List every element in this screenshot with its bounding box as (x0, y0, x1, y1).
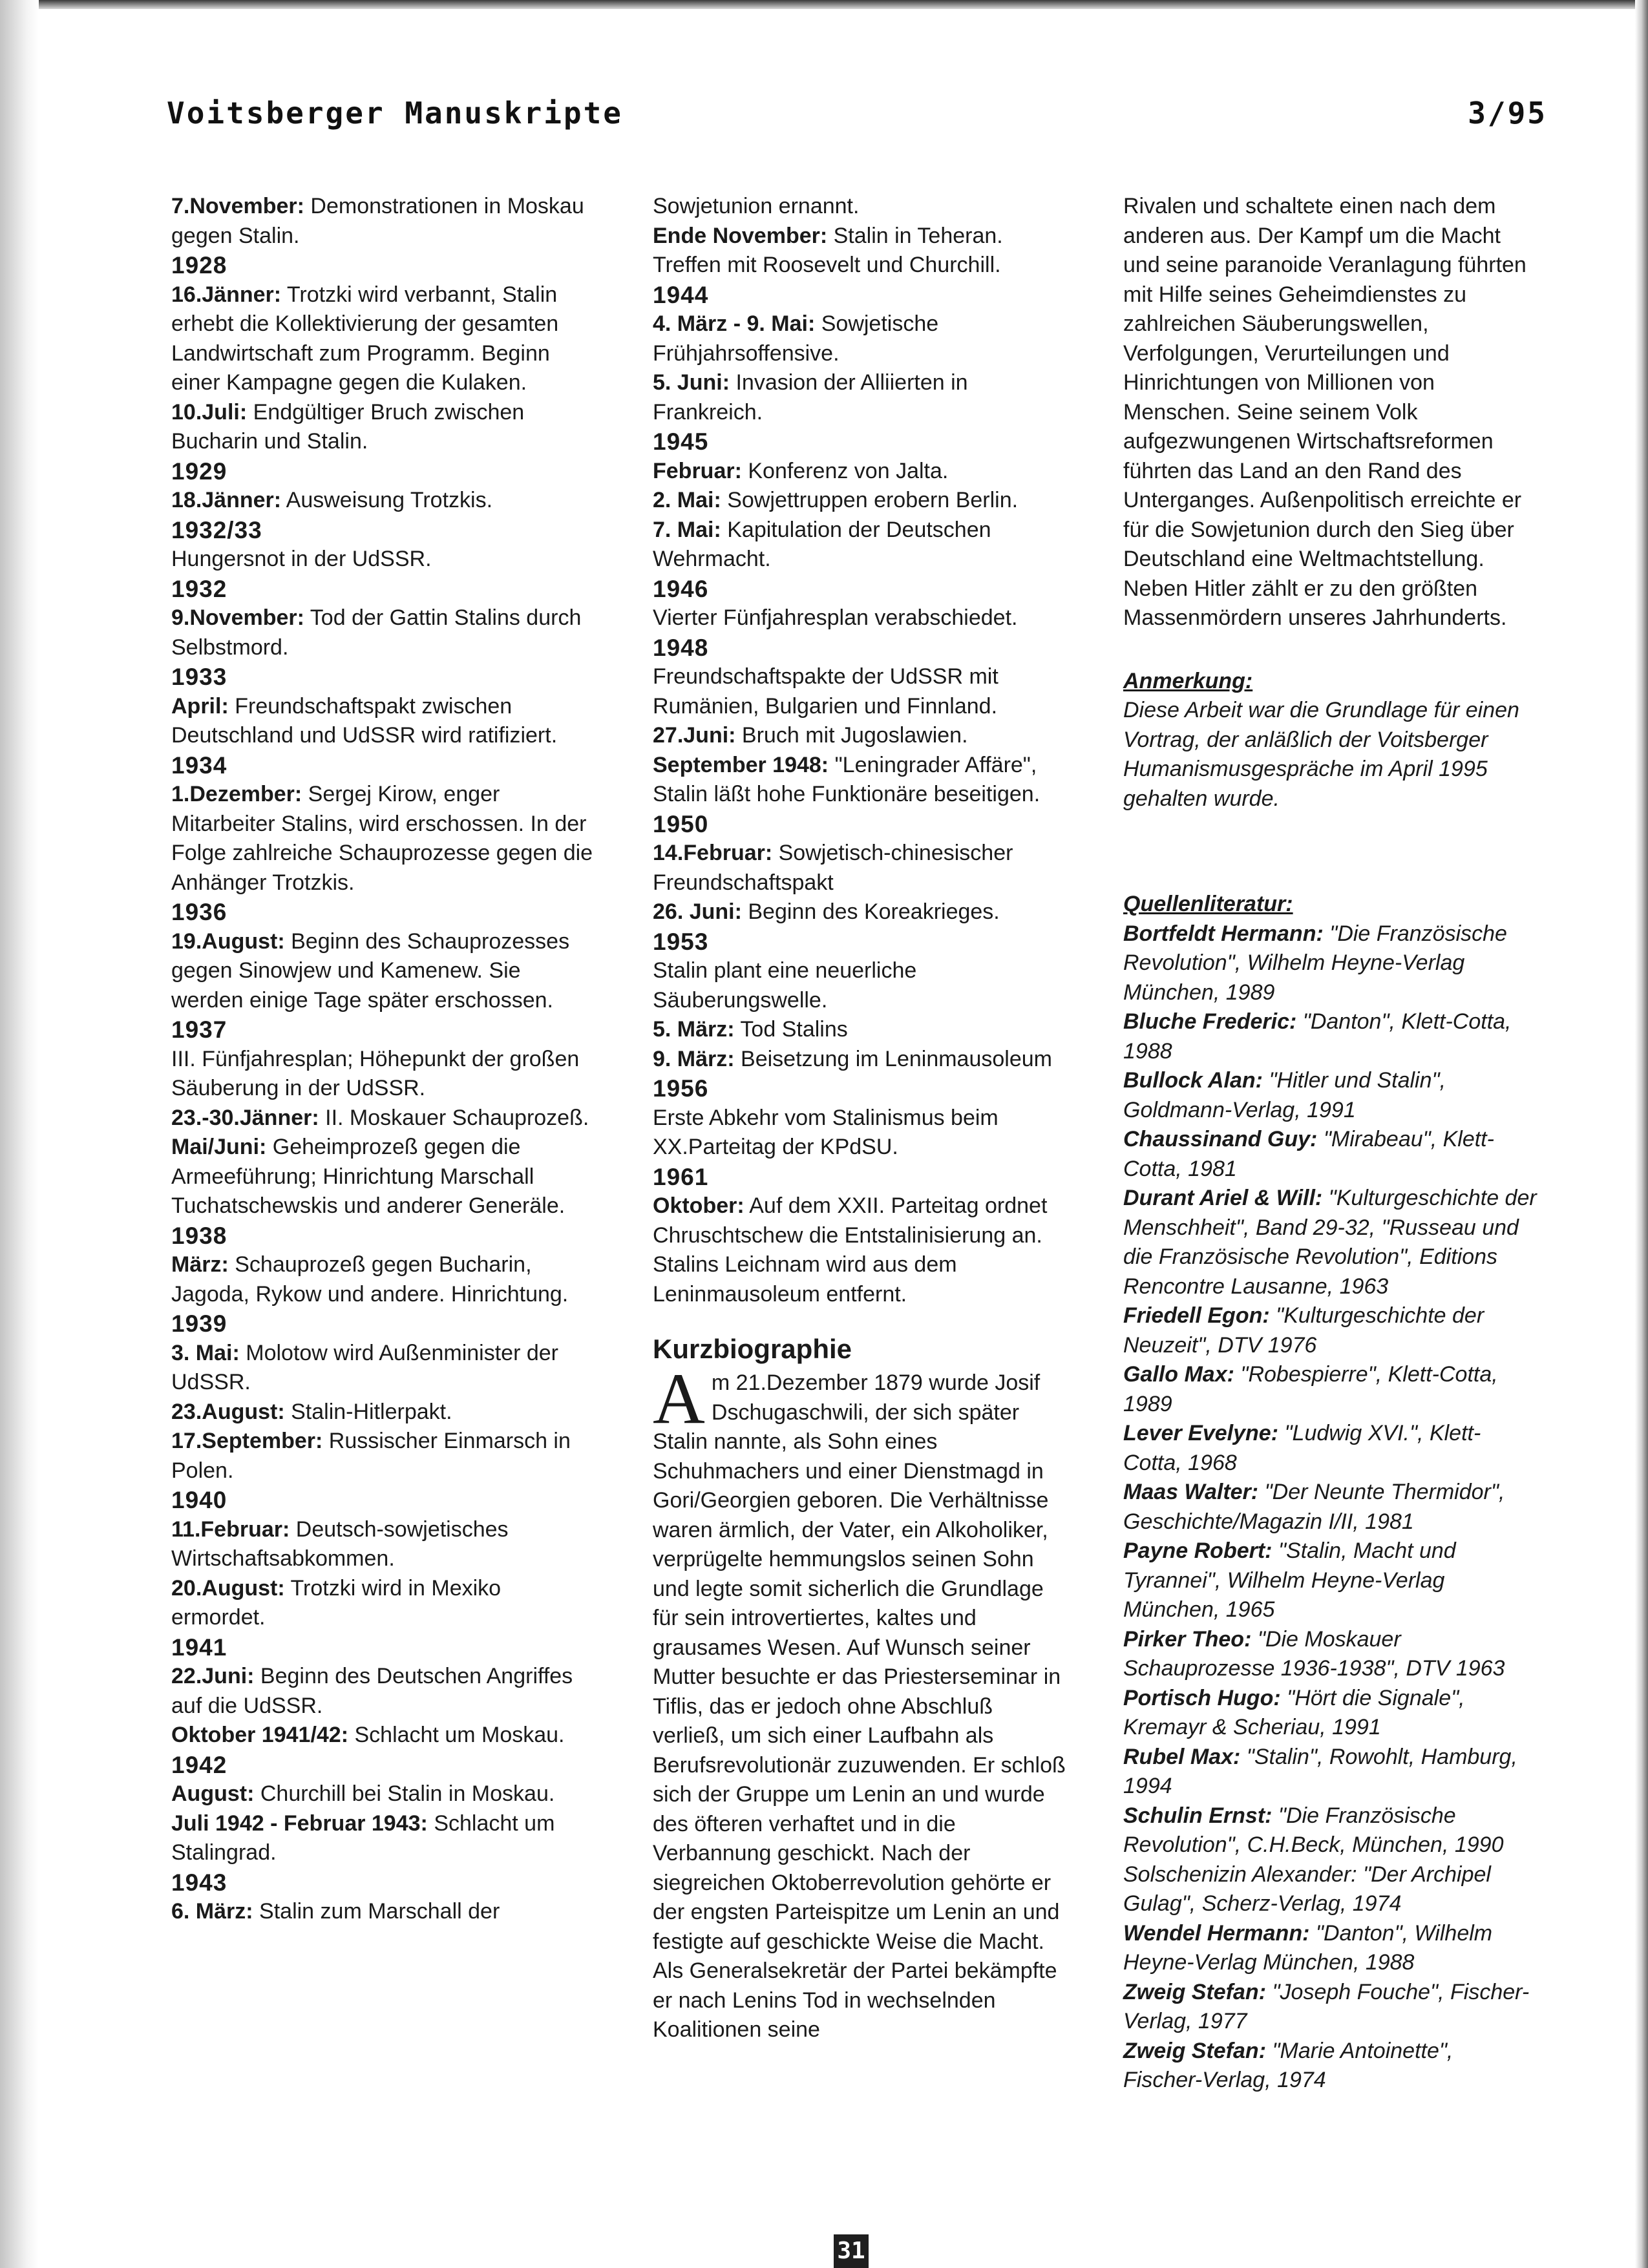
source-entry (1123, 2037, 1537, 2095)
timeline-text: Demonstrationen in Moskau gegen Stalin. (171, 194, 584, 248)
timeline-year: 1940 (171, 1487, 227, 1513)
source-entry (1123, 1801, 1537, 1860)
source-details: "Mirabeau", Klett-Cotta, 1981 (1123, 1127, 1494, 1181)
timeline-entry (653, 486, 1066, 516)
timeline-entry (171, 927, 598, 1016)
timeline-date: 11.Februar: (171, 1517, 290, 1542)
timeline-date: September 1948: (653, 752, 829, 777)
timeline-entry (171, 1721, 598, 1750)
timeline-text: Invasion der Alliierten in Frankreich. (653, 370, 968, 425)
source-entry (1123, 1066, 1537, 1125)
timeline-date: 19.August: (171, 929, 285, 954)
timeline-text: II. Moskauer Schauprozeß. (319, 1105, 589, 1130)
source-entry (1123, 1625, 1537, 1684)
timeline-year: 1945 (653, 428, 709, 455)
timeline-text: Freundschaftspakte der UdSSR mit Rumänien, Bulgarien und Finnland. (653, 664, 998, 719)
timeline-entry (171, 398, 598, 457)
scan-top-edge (0, 0, 1648, 9)
timeline-text: Beginn des Koreakrieges. (741, 899, 1000, 924)
timeline-entry (653, 457, 1066, 487)
timeline-entry (171, 1662, 598, 1721)
timeline-date: März: (171, 1252, 229, 1277)
timeline-year: 1932/33 (171, 516, 262, 543)
timeline-entry (171, 1427, 598, 1486)
sources-heading: Quellenliteratur: (1123, 892, 1293, 916)
timeline-entry (171, 192, 598, 251)
source-author: Payne Robert: (1123, 1538, 1273, 1563)
source-author: Schulin Ernst: (1123, 1803, 1273, 1828)
source-author: Bluche Frederic: (1123, 1009, 1297, 1034)
timeline-entry (171, 1809, 598, 1868)
timeline-text: Kapitulation der Deutschen Wehrmacht. (653, 517, 991, 571)
source-entry (1123, 1537, 1537, 1625)
timeline-entry (171, 1339, 598, 1398)
timeline-entry (653, 192, 1066, 222)
scan-right-edge (1635, 0, 1648, 2268)
timeline-date: Ende November: (653, 223, 828, 248)
source-details: "Joseph Fouche", Fischer-Verlag, 1977 (1123, 1979, 1530, 2033)
source-entry (1123, 1478, 1537, 1537)
timeline-year: 1936 (171, 899, 227, 925)
source-details: "Kulturgeschichte der Neuzeit", DTV 1976 (1123, 1303, 1484, 1358)
timeline-text: Sowjettruppen erobern Berlin. (721, 488, 1019, 512)
source-author: Pirker Theo: (1123, 1626, 1252, 1652)
source-details: "Danton", Klett-Cotta, 1988 (1123, 1009, 1512, 1064)
source-author: Chaussinand Guy: (1123, 1127, 1318, 1151)
timeline-date: 14.Februar: (653, 841, 773, 865)
timeline-text: Hungersnot in der UdSSR. (171, 547, 432, 571)
timeline-column-middle (653, 192, 1066, 2045)
timeline-date: 9. März: (653, 1046, 735, 1071)
timeline-text: Beisetzung im Leninmausoleum (734, 1046, 1052, 1071)
timeline-entry (171, 1045, 598, 1104)
timeline-entry (653, 751, 1066, 810)
timeline-date: 4. März - 9. Mai: (653, 311, 816, 336)
timeline-text: Stalin plant eine neuerliche Säuberungswelle. (653, 958, 917, 1013)
source-entry (1123, 1684, 1537, 1743)
publication-title: Voitsberger Manuskripte (167, 96, 623, 131)
timeline-year: 1943 (171, 1869, 227, 1896)
timeline-date: Oktober: (653, 1193, 745, 1218)
timeline-year: 1932 (171, 575, 227, 602)
timeline-date: Oktober 1941/42: (171, 1723, 349, 1747)
timeline-text: "Leningrader Affäre", Stalin läßt hohe Funktionäre beseitigen. (653, 752, 1041, 806)
source-details: "Die Französische Revolution", Wilhelm Heyne-Verlag München, 1989 (1123, 921, 1507, 1005)
timeline-date: Februar: (653, 458, 742, 483)
timeline-date: 9.November: (171, 605, 304, 630)
source-details: "Der Neunte Thermidor", Geschichte/Magazin I/II, 1981 (1123, 1480, 1505, 1534)
timeline-text: Bruch mit Jugoslawien. (735, 723, 968, 748)
timeline-text: Vierter Fünfjahresplan verabschiedet. (653, 605, 1018, 630)
timeline-entry (653, 1015, 1066, 1045)
timeline-date: 26. Juni: (653, 899, 742, 924)
source-details: "Ludwig XVI.", Klett-Cotta, 1968 (1123, 1421, 1481, 1475)
timeline-entry (171, 692, 598, 751)
source-entry (1123, 1860, 1537, 1919)
timeline-text: Endgültiger Bruch zwischen Bucharin und Stalin. (171, 399, 525, 454)
timeline-year: 1928 (171, 252, 227, 278)
source-details: "Kulturgeschichte der Menschheit", Band 29-32, "Russeau und die Französische Revolution", Editions Rencontre Lausanne, 1963 (1123, 1186, 1537, 1299)
source-author: Lever Evelyne: (1123, 1421, 1279, 1445)
timeline-date: April: (171, 693, 229, 719)
source-details: "Hitler und Stalin", Goldmann-Verlag, 1991 (1123, 1068, 1446, 1122)
timeline-text: III. Fünfjahresplan; Höhepunkt der großen Säuberung in der UdSSR. (171, 1046, 580, 1100)
timeline-entry (171, 1398, 598, 1427)
timeline-year: 1929 (171, 457, 227, 485)
timeline-entry (171, 1574, 598, 1633)
scan-left-edge (0, 0, 39, 2268)
timeline-year: 1942 (171, 1751, 227, 1778)
source-entry (1123, 1419, 1537, 1478)
source-author: Gallo Max: (1123, 1362, 1234, 1387)
timeline-entry (171, 604, 598, 662)
sources-list (1123, 919, 1537, 2095)
source-entry (1123, 1919, 1537, 1978)
timeline-text: Schlacht um Stalingrad. (171, 1811, 555, 1865)
timeline-date: 6. März: (171, 1899, 253, 1924)
timeline-entry (171, 1780, 598, 1809)
source-author: Portisch Hugo: (1123, 1685, 1281, 1710)
timeline-year: 1944 (653, 281, 709, 308)
timeline-entry (653, 310, 1066, 368)
timeline-entry (653, 662, 1066, 721)
source-entry (1123, 1978, 1537, 2037)
timeline-date: 27.Juni: (653, 723, 736, 748)
timeline-text: Konferenz von Jalta. (741, 458, 949, 483)
timeline-entry (653, 1045, 1066, 1075)
source-author: Durant Ariel & Will: (1123, 1186, 1323, 1210)
source-author: Bullock Alan: (1123, 1068, 1263, 1093)
timeline-entry (653, 721, 1066, 751)
source-author: Zweig Stefan: (1123, 1979, 1267, 2004)
timeline-text: Stalin zum Marschall der (253, 1899, 500, 1924)
timeline-text: Churchill bei Stalin in Moskau. (254, 1781, 555, 1806)
timeline-year: 1961 (653, 1163, 709, 1190)
timeline-text: Ausweisung Trotzkis. (281, 488, 493, 512)
timeline-year: 1953 (653, 928, 709, 955)
timeline-date: 23.-30.Jänner: (171, 1105, 319, 1130)
timeline-year: 1950 (653, 810, 709, 837)
source-entry (1123, 1184, 1537, 1301)
timeline-text: Molotow wird Außenminister der UdSSR. (171, 1340, 558, 1394)
source-details: "Die Französische Revolution", C.H.Beck, München, 1990 (1123, 1803, 1504, 1857)
biography-body: m 21.Dezember 1879 wurde Josif Dschugaschwili, der sich später Stalin nannte, als Sohn eines Schuhmachers und einer Dienstmagd in Gori/Georgien geboren. Die Verhältnisse waren ärmlich, der Vater, ein Alkoholiker, verprügelte hemmungslos seinen Sohn und legte somit sicherlich die Grundlage für sein introvertiertes, kaltes und grausames Wesen. Auf Wunsch seiner Mutter besuchte er das Priesterseminar in Tiflis, das er jedoch ohne Abschluß verließ, um sich einer Laufbahn als Berufsrevolutionär zuzuwenden. Er schloß sich der Gruppe um Lenin an und wurde des öfteren verhaftet und in die Verbannung geschickt. Nach der siegreichen Oktoberrevolution gehörte er der engsten Parteispitze um Lenin an und festigte auf geschickte Weise die Macht. Als Generalsekretär der Partei bekämpfte er nach Lenins Tod in wechselnden Koalitionen seine (653, 1370, 1066, 2042)
timeline-entry (653, 1192, 1066, 1309)
timeline-entry (171, 1104, 598, 1133)
timeline-entry (653, 956, 1066, 1015)
timeline-text: Schlacht um Moskau. (348, 1723, 565, 1747)
timeline-year: 1946 (653, 575, 709, 602)
source-details: "Stalin, Macht und Tyrannei", Wilhelm Heyne-Verlag München, 1965 (1123, 1538, 1456, 1622)
source-entry (1123, 1125, 1537, 1184)
timeline-year: 1948 (653, 634, 709, 661)
biography-dropcap: A (653, 1359, 705, 1439)
timeline-date: 5. März: (653, 1017, 735, 1042)
timeline-text: Sowjetunion ernannt. (653, 194, 860, 218)
timeline-text: Beginn des Schauprozesses gegen Sinowjew und Kamenew. Sie werden einige Tage später erschossen. (171, 929, 570, 1013)
timeline-entry (171, 280, 598, 398)
source-details: "Marie Antoinette", Fischer-Verlag, 1974 (1123, 2038, 1453, 2092)
timeline-text: Stalin-Hitlerpakt. (284, 1399, 452, 1424)
timeline-text: Auf dem XXII. Parteitag ordnet Chruschtschew die Entstalinisierung an. Stalins Leichnam wird aus dem Leninmausoleum entfernt. (653, 1193, 1048, 1307)
source-details: "Stalin", Rowohlt, Hamburg, 1994 (1123, 1744, 1517, 1798)
source-entry (1123, 1007, 1537, 1066)
note-label: Anmerkung: (1123, 668, 1253, 693)
source-details: "Danton", Wilhelm Heyne-Verlag München, 1988 (1123, 1920, 1493, 1975)
timeline-entry (653, 368, 1066, 427)
timeline-text: Tod Stalins (734, 1017, 848, 1042)
source-author: Rubel Max: (1123, 1744, 1241, 1769)
source-entry (1123, 919, 1537, 1008)
timeline-year: 1956 (653, 1075, 709, 1102)
timeline-date: 7. Mai: (653, 517, 721, 542)
timeline-text: Sowjetisch-chinesischer Freundschaftspakt (653, 841, 1013, 895)
timeline-date: 2. Mai: (653, 488, 721, 512)
timeline-year: 1941 (171, 1633, 227, 1661)
timeline-entry (653, 222, 1066, 280)
timeline-entry (171, 545, 598, 574)
source-entry (1123, 1360, 1537, 1419)
timeline-text: Sergej Kirow, enger Mitarbeiter Stalins, wird erschossen. In der Folge zahlreiche Schauprozesse gegen die Anhänger Trotzkis. (171, 782, 593, 895)
source-entry (1123, 1301, 1537, 1360)
timeline-date: 22.Juni: (171, 1664, 255, 1688)
timeline-entry (171, 486, 598, 516)
source-author: Friedell Egon: (1123, 1303, 1270, 1328)
column-right (1123, 192, 1537, 2095)
timeline-text: Trotzki wird verbannt, Stalin erhebt die Kollektivierung der gesamten Landwirtschaft zum Programm. Beginn einer Kampagne gegen die Kulaken. (171, 282, 559, 395)
timeline-entry (653, 604, 1066, 633)
timeline-date: 16.Jänner: (171, 282, 282, 307)
timeline-entry (653, 516, 1066, 574)
timeline-entry (171, 1897, 598, 1927)
timeline-column-left (171, 192, 598, 1927)
timeline-entry (653, 898, 1066, 927)
timeline-date: August: (171, 1781, 255, 1806)
source-entry (1123, 1743, 1537, 1801)
timeline-list-middle (653, 192, 1066, 1309)
timeline-year: 1933 (171, 664, 227, 690)
timeline-entry (171, 780, 598, 898)
biography-heading: Kurzbiographie (653, 1334, 852, 1364)
timeline-year: 1934 (171, 751, 227, 779)
timeline-text: Stalin in Teheran. Treffen mit Roosevelt und Churchill. (653, 223, 1003, 277)
timeline-date: 1.Dezember: (171, 782, 302, 806)
timeline-date: 20.August: (171, 1575, 285, 1601)
timeline-entry (653, 1104, 1066, 1162)
timeline-text: Geheimprozeß gegen die Armeeführung; Hinrichtung Marschall Tuchatschewskis und anderer Generäle. (171, 1135, 565, 1218)
timeline-date: 7.November: (171, 194, 304, 218)
source-details: "Die Moskauer Schauprozesse 1936-1938", DTV 1963 (1123, 1626, 1505, 1681)
timeline-date: 17.September: (171, 1429, 323, 1453)
timeline-year: 1939 (171, 1310, 227, 1337)
source-details: "Robespierre", Klett-Cotta, 1989 (1123, 1362, 1498, 1416)
source-author: Bortfeldt Hermann: (1123, 921, 1324, 946)
source-author: Zweig Stefan: (1123, 2038, 1267, 2063)
timeline-text: Tod der Gattin Stalins durch Selbstmord. (171, 605, 582, 660)
timeline-entry (171, 1133, 598, 1221)
timeline-text: Beginn des Deutschen Angriffes auf die UdSSR. (171, 1664, 573, 1718)
timeline-date: 10.Juli: (171, 399, 248, 425)
timeline-text: Russischer Einmarsch in Polen. (171, 1429, 571, 1483)
biography-text (653, 1359, 1066, 2045)
timeline-date: Juli 1942 - Februar 1943: (171, 1811, 428, 1836)
source-details: "Hört die Signale", Kremayr & Scheriau, 1991 (1123, 1685, 1465, 1739)
timeline-year: 1938 (171, 1222, 227, 1249)
source-author: Maas Walter: (1123, 1480, 1259, 1504)
timeline-date: 23.August: (171, 1399, 285, 1424)
biography-continuation: Rivalen und schaltete einen nach dem anderen aus. Der Kampf um die Macht und seine paranoide Veranlagung führten mit Hilfe seines Geheimdienstes zu zahlreichen Säuberungswellen, Verfolgungen, Verurteilungen und Hinrichtungen von Millionen von Menschen. Seine seinem Volk aufgezwungenen Wirtschaftsreformen führten das Land an den Rand des Unterganges. Außenpolitisch erreichte er für die Sowjetunion durch den Sieg über Deutschland eine Weltmachtstellung. Neben Hitler zählt er zu den größten Massenmördern unseres Jahrhunderts. (1123, 194, 1527, 630)
timeline-year: 1937 (171, 1016, 227, 1043)
timeline-entry (653, 839, 1066, 898)
timeline-text: Deutsch-sowjetisches Wirtschaftsabkommen. (171, 1517, 509, 1571)
timeline-text: Freundschaftspakt zwischen Deutschland und UdSSR wird ratifiziert. (171, 693, 558, 748)
timeline-date: 3. Mai: (171, 1340, 240, 1365)
timeline-text: Trotzki wird in Mexiko ermordet. (171, 1575, 502, 1630)
source-details: Solschenizin Alexander: "Der Archipel Gulag", Scherz-Verlag, 1974 (1123, 1862, 1491, 1916)
timeline-date: 18.Jänner: (171, 488, 282, 512)
timeline-text: Erste Abkehr vom Stalinismus beim XX.Parteitag der KPdSU. (653, 1105, 998, 1159)
timeline-text: Schauprozeß gegen Bucharin, Jagoda, Rykow und andere. Hinrichtung. (171, 1252, 569, 1307)
issue-number: 3/95 (1468, 96, 1547, 131)
page-number: 31 (834, 2234, 869, 2268)
timeline-date: Mai/Juni: (171, 1135, 267, 1159)
timeline-entry (171, 1250, 598, 1309)
timeline-entry (171, 1515, 598, 1574)
timeline-text: Sowjetische Frühjahrsoffensive. (653, 311, 939, 366)
note-text: Diese Arbeit war die Grundlage für einen Vortrag, der anläßlich der Voitsberger Humanismusgespräche im April 1995 gehalten wurde. (1123, 698, 1519, 811)
timeline-date: 5. Juni: (653, 370, 730, 395)
source-author: Wendel Hermann: (1123, 1920, 1310, 1946)
